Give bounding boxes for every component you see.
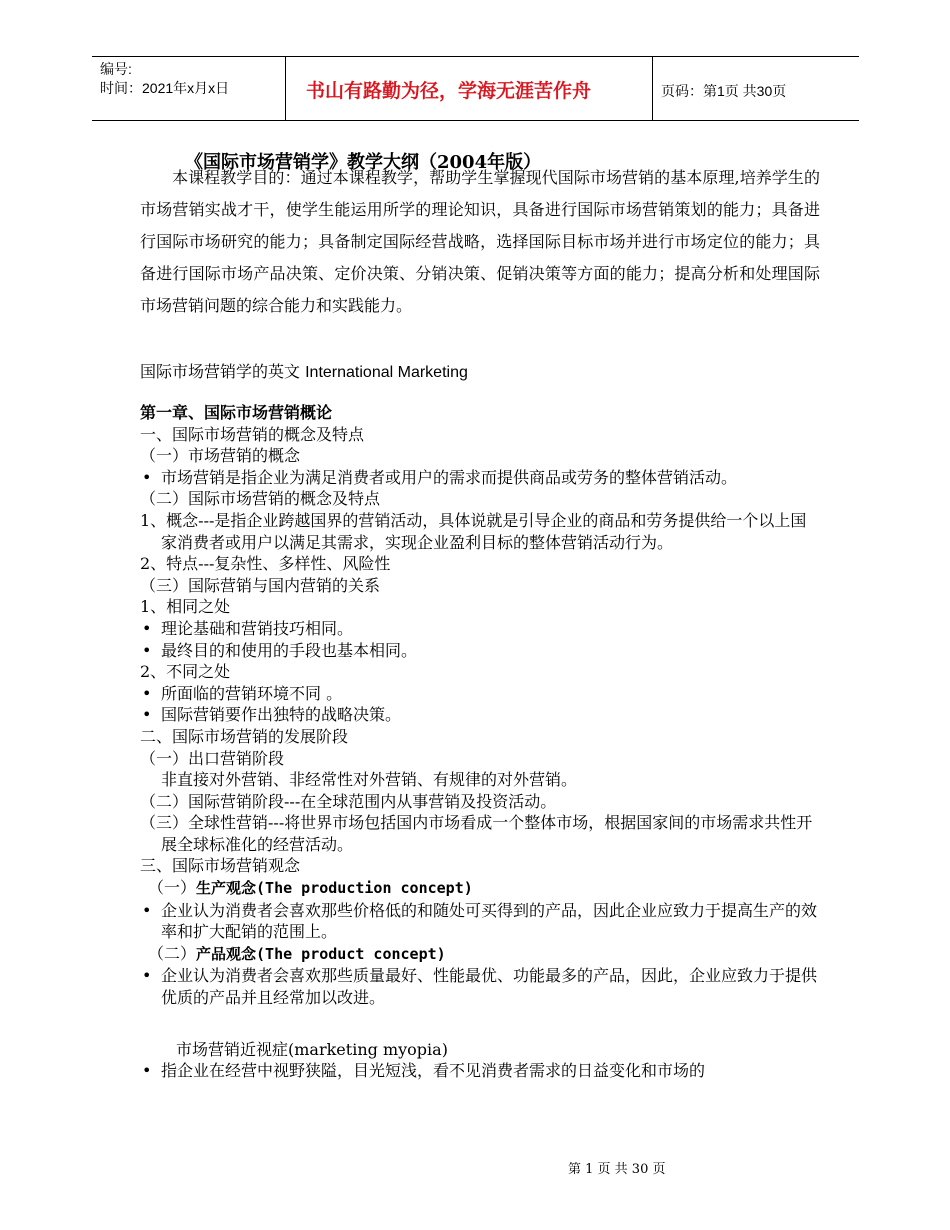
page-footer: 第 1 页 共 30 页: [568, 1162, 666, 1177]
bullet-text: 指企业在经营中视野狭隘，目光短浅，看不见消费者需求的日益变化和市场的: [161, 1061, 706, 1081]
concept-heading: [140, 943, 820, 966]
bullet-item: [140, 618, 820, 640]
concept-prefix: （二）: [148, 943, 197, 963]
subsection-heading: （一）市场营销的概念: [140, 446, 301, 466]
header-top-rule: [92, 56, 859, 57]
concept-heading: [140, 877, 820, 900]
bullet-text: 企业认为消费者会喜欢那些质量最好、性能最优、功能最多的产品，因此，企业应致力于提供优质的产品并且经常加以改进。: [161, 966, 818, 1008]
myopia-title: 市场营销近视症(marketing myopia): [176, 1039, 448, 1059]
bullet-item: [140, 704, 820, 726]
bullet-icon: •: [142, 618, 152, 638]
bullet-item: [140, 640, 820, 662]
header-divider-left: [285, 56, 286, 121]
document-title: 《国际市场营销学》教学大纲（2004年版）: [185, 152, 542, 173]
myopia-heading: [140, 1039, 820, 1061]
bullet-item: [140, 467, 820, 489]
bullet-text: 市场营销是指企业为满足消费者或用户的需求而提供商品或劳务的整体营销活动。: [161, 467, 738, 487]
header-code-label: 编号:: [100, 61, 132, 77]
english-name-label: 国际市场营销学的英文: [140, 362, 301, 381]
concept-title: 生产观念(The production concept): [196, 879, 473, 898]
subsection-heading: （一）出口营销阶段: [140, 748, 285, 768]
numbered-item: 2、不同之处: [140, 662, 231, 682]
bullet-text: 所面临的营销环境不同 。: [161, 683, 343, 703]
subsection-heading: [140, 812, 820, 855]
bullet-text: 最终目的和使用的手段也基本相同。: [161, 640, 418, 660]
bullet-item: [140, 683, 820, 705]
header-time-label: 时间：2021年x月x日: [100, 80, 230, 96]
bullet-icon: •: [142, 900, 152, 920]
bullet-icon: •: [142, 683, 152, 703]
subsection-heading: （三）国际营销与国内营销的关系: [140, 575, 381, 595]
bullet-item: [140, 900, 820, 943]
body-text: 非直接对外营销、非经常性对外营销、有规律的对外营销。: [161, 770, 578, 790]
bullet-item: [140, 965, 820, 1008]
bullet-icon: •: [142, 467, 152, 487]
bullet-item: [140, 1060, 820, 1082]
header-divider-right: [652, 56, 653, 121]
bullet-text: 企业认为消费者会喜欢那些价格低的和随处可买得到的产品，因此企业应致力于提高生产的效率和扩大配销的范围上。: [161, 900, 818, 942]
header-page-label: 页码：第1页 共30页: [661, 83, 787, 99]
bullet-icon: •: [142, 705, 152, 725]
concept-title: 产品观念(The product concept): [196, 944, 446, 963]
english-name-value: International Marketing: [305, 364, 468, 381]
subsection-heading: （二）国际市场营销的概念及特点: [140, 489, 381, 509]
section-heading: 三、国际市场营销观念: [140, 856, 301, 876]
english-name-line: [140, 359, 468, 382]
concept-prefix: （一）: [148, 878, 197, 898]
numbered-item: 2、特点---复杂性、多样性、风险性: [140, 554, 391, 574]
intro-paragraph: [140, 162, 820, 322]
bullet-icon: •: [142, 640, 152, 660]
header-bottom-rule: [92, 120, 859, 121]
subsection-heading: （二）国际营销阶段---在全球范围内从事营销及投资活动。: [140, 791, 557, 811]
section-heading: 一、国际市场营销的概念及特点: [140, 424, 365, 444]
numbered-item: [140, 510, 820, 553]
subsection-text: （三）全球性营销---将世界市场包括国内市场看成一个整体市场，根据国家间的市场需求共性开展全球标准化的经营活动。: [140, 813, 813, 854]
intro-text: 本课程教学目的：通过本课程教学，帮助学生掌握现代国际市场营销的基本原理,培养学生的市场营销实战才干，使学生能运用所学的理论知识，具备进行国际市场营销策划的能力；具备进行国际市场研究的能力；具备制定国际经营战略，选择国际目标市场并进行市场定位的能力；具备进行国际市场产品决策、定价决策、分销决策、促销决策等方面的能力；提高分析和处理国际市场营销问题的综合能力和实践能力。: [140, 168, 820, 315]
header-motto: 书山有路勤为径，学海无涯苦作舟: [306, 80, 592, 102]
chapter-outline: [140, 402, 820, 1082]
bullet-text: 国际营销要作出独特的战略决策。: [161, 705, 402, 725]
numbered-text: 1、概念---是指企业跨越国界的营销活动，具体说就是引导企业的商品和劳务提供给一个以上国家消费者或用户以满足其需求，实现企业盈利目标的整体营销活动行为。: [140, 510, 807, 552]
numbered-item: 1、相同之处: [140, 597, 231, 617]
chapter-title: 第一章、国际市场营销概论: [140, 403, 333, 422]
bullet-text: 理论基础和营销技巧相同。: [161, 618, 354, 638]
bullet-icon: •: [142, 1061, 152, 1081]
bullet-icon: •: [142, 966, 152, 986]
section-heading: 二、国际市场营销的发展阶段: [140, 726, 349, 746]
